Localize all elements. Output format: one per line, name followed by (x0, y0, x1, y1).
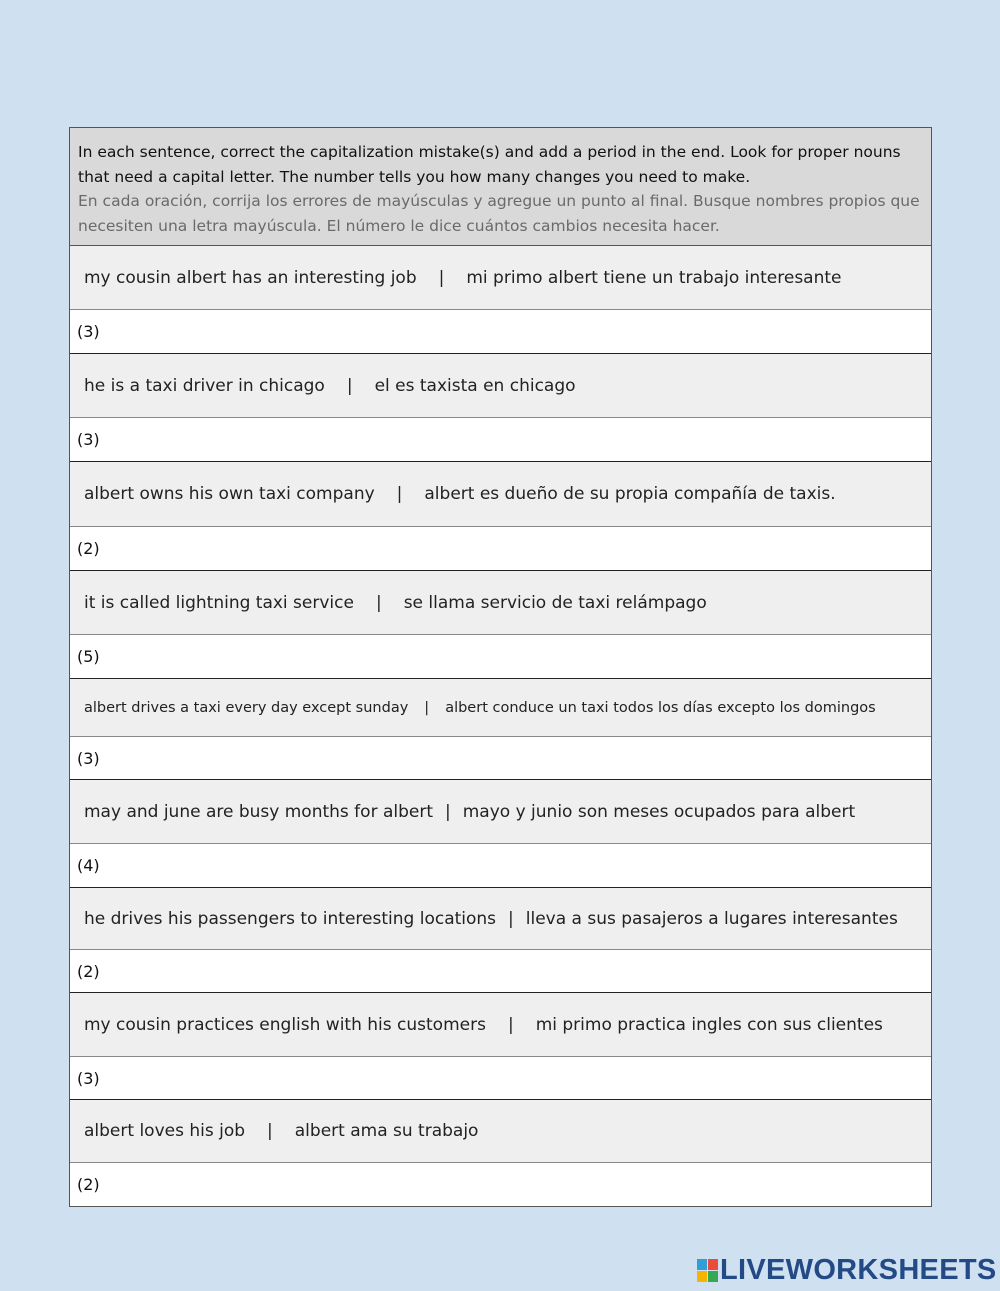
separator: | (267, 1121, 273, 1141)
sentence-row (70, 679, 931, 737)
sentence-english: my cousin albert has an interesting job (84, 267, 417, 288)
logo-square-4 (708, 1271, 718, 1282)
instructions-box (70, 128, 931, 246)
sentence-english: it is called lightning taxi service (84, 592, 354, 613)
answer-row[interactable] (70, 844, 931, 888)
sentence-english: albert loves his job (84, 1121, 246, 1141)
logo-icon (697, 1259, 718, 1282)
separator: | (438, 267, 445, 288)
change-count: (3) (77, 1068, 100, 1088)
answer-row[interactable] (70, 310, 931, 354)
separator: | (424, 699, 430, 716)
separator: | (508, 908, 514, 929)
brand-name: LIVEWORKSHEETS (720, 1253, 997, 1286)
worksheet (69, 127, 932, 1207)
separator: | (346, 375, 353, 396)
sentence-english: albert owns his own taxi company (84, 484, 375, 504)
change-count: (3) (77, 430, 100, 449)
sentence-row (70, 571, 931, 635)
separator: | (445, 801, 451, 822)
change-count: (2) (77, 1175, 100, 1194)
logo-square-1 (697, 1259, 707, 1270)
sentence-row (70, 993, 931, 1057)
sentence-spanish: mayo y junio son meses ocupados para albert (462, 801, 856, 822)
instructions-spanish: En cada oración, corrija los errores de mayúsculas y agregue un punto al final. Busque nombres propios que necesiten una letra mayúscula. El número le dice cuántos cambios necesita hacer. (78, 192, 920, 235)
logo-square-2 (708, 1259, 718, 1270)
sentence-english: he drives his passengers to interesting locations (84, 908, 497, 929)
change-count: (3) (77, 748, 100, 768)
change-count: (4) (77, 856, 100, 875)
sentence-spanish: se llama servicio de taxi relámpago (403, 592, 707, 613)
sentence-spanish: lleva a sus pasajeros a lugares interesantes (525, 908, 898, 929)
sentence-row (70, 354, 931, 418)
sentence-english: he is a taxi driver in chicago (84, 375, 325, 396)
sentence-row (70, 246, 931, 310)
sentence-spanish: albert conduce un taxi todos los días excepto los domingos (445, 699, 876, 716)
separator: | (396, 484, 403, 504)
answer-row[interactable] (70, 527, 931, 571)
sentence-spanish: mi primo albert tiene un trabajo interesante (466, 267, 842, 288)
answer-row[interactable] (70, 1163, 931, 1206)
separator: | (375, 592, 382, 613)
separator: | (507, 1014, 514, 1035)
sentence-spanish: albert es dueño de su propia compañía de taxis. (424, 484, 836, 504)
instructions-english: In each sentence, correct the capitalization mistake(s) and add a period in the end. Look for proper nouns that need a capital letter. The number tells you how many changes you need to make. (78, 143, 901, 186)
answer-row[interactable] (70, 737, 931, 780)
answer-row[interactable] (70, 950, 931, 993)
sentence-row (70, 780, 931, 844)
sentence-row (70, 1100, 931, 1163)
change-count: (3) (77, 322, 100, 341)
change-count: (5) (77, 647, 100, 666)
sentence-spanish: mi primo practica ingles con sus clientes (535, 1014, 883, 1035)
sentence-row (70, 462, 931, 527)
sentence-english: my cousin practices english with his customers (84, 1014, 486, 1035)
change-count: (2) (77, 961, 100, 981)
sentence-spanish: albert ama su trabajo (294, 1121, 479, 1141)
sentence-english: may and june are busy months for albert (84, 801, 434, 822)
sentence-spanish: el es taxista en chicago (374, 375, 576, 396)
change-count: (2) (77, 539, 100, 558)
logo-square-3 (697, 1271, 707, 1282)
sentence-row (70, 888, 931, 950)
answer-row[interactable] (70, 1057, 931, 1100)
answer-row[interactable] (70, 418, 931, 462)
sentence-english: albert drives a taxi every day except sunday (84, 699, 409, 716)
liveworksheets-logo (697, 1254, 997, 1286)
answer-row[interactable] (70, 635, 931, 679)
